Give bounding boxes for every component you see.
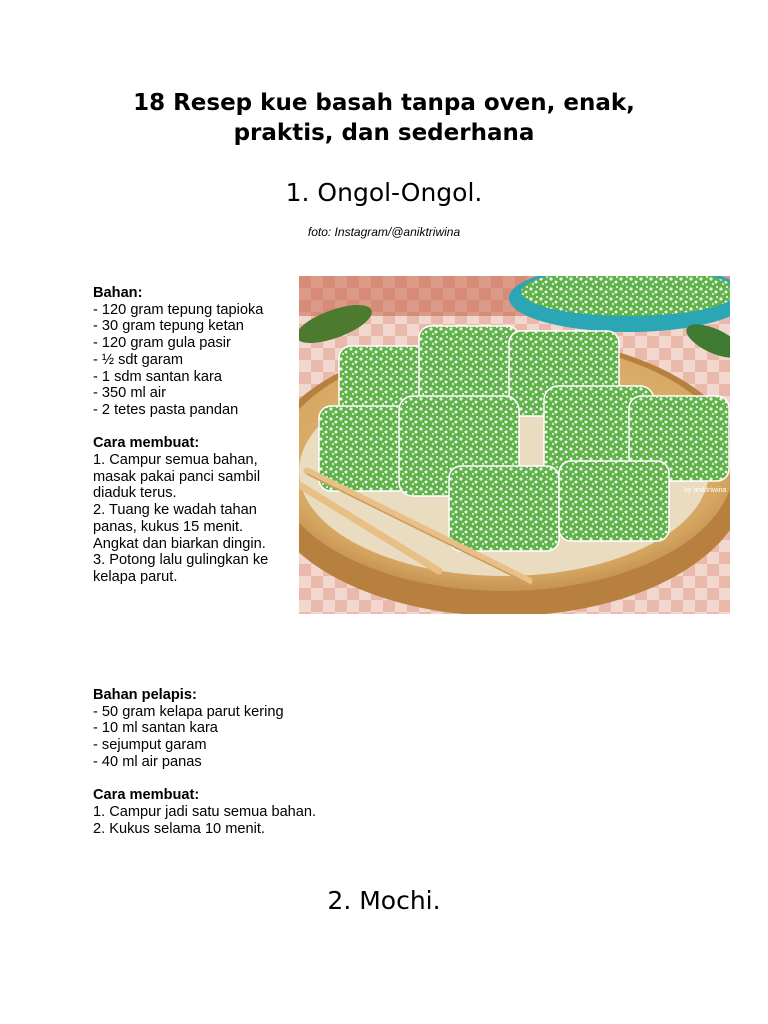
pelapis-label: Bahan pelapis: (93, 687, 197, 703)
ingredient-item: - sejumput garam (93, 737, 207, 754)
ingredient-item: - ½ sdt garam (93, 351, 184, 368)
step-line: Angkat dan biarkan dingin. (93, 535, 266, 552)
recipe-1-instructions (93, 285, 268, 586)
step-line: masak pakai panci sambil (93, 468, 261, 485)
title-line-1: 18 Resep kue basah tanpa oven, enak, (133, 90, 635, 116)
recipe-2-heading: 2. Mochi. (327, 886, 441, 915)
bahan-label: Bahan: (93, 285, 143, 301)
step-line: 2. Kukus selama 10 menit. (93, 820, 265, 837)
photo-credit: foto: Instagram/@aniktriwina (307, 225, 461, 239)
ingredient-item: - 2 tetes pasta pandan (93, 401, 239, 418)
title-line-2: praktis, dan sederhana (233, 120, 535, 146)
step-line: 3. Potong lalu gulingkan ke (93, 552, 269, 569)
recipe-1-coating (93, 687, 316, 837)
ingredient-item: - 10 ml santan kara (93, 720, 218, 737)
ingredient-item: - 120 gram gula pasir (93, 335, 231, 352)
cara-label: Cara membuat: (93, 787, 200, 804)
ingredient-item: - 30 gram tepung ketan (93, 318, 244, 335)
ingredient-item: - 120 gram tepung tapioka (93, 301, 264, 318)
ingredient-item: - 1 sdm santan kara (93, 368, 222, 385)
ingredient-item: - 50 gram kelapa parut kering (93, 703, 284, 720)
step-line: diaduk terus. (93, 485, 177, 502)
step-line: 1. Campur semua bahan, (93, 452, 258, 469)
cara-label: Cara membuat: (93, 435, 200, 452)
recipe-1-heading: 1. Ongol-Ongol. (285, 178, 483, 207)
step-line: kelapa parut. (93, 568, 178, 585)
step-line: 1. Campur jadi satu semua bahan. (93, 803, 317, 820)
ongol-ongol-photo (299, 276, 730, 614)
photo-watermark: by aniktriwina (684, 487, 727, 494)
ingredient-item: - 350 ml air (93, 385, 166, 402)
document-title (60, 88, 708, 148)
step-line: 2. Tuang ke wadah tahan (93, 502, 257, 519)
step-line: panas, kukus 15 menit. (93, 518, 244, 535)
ingredient-item: - 40 ml air panas (93, 753, 202, 770)
